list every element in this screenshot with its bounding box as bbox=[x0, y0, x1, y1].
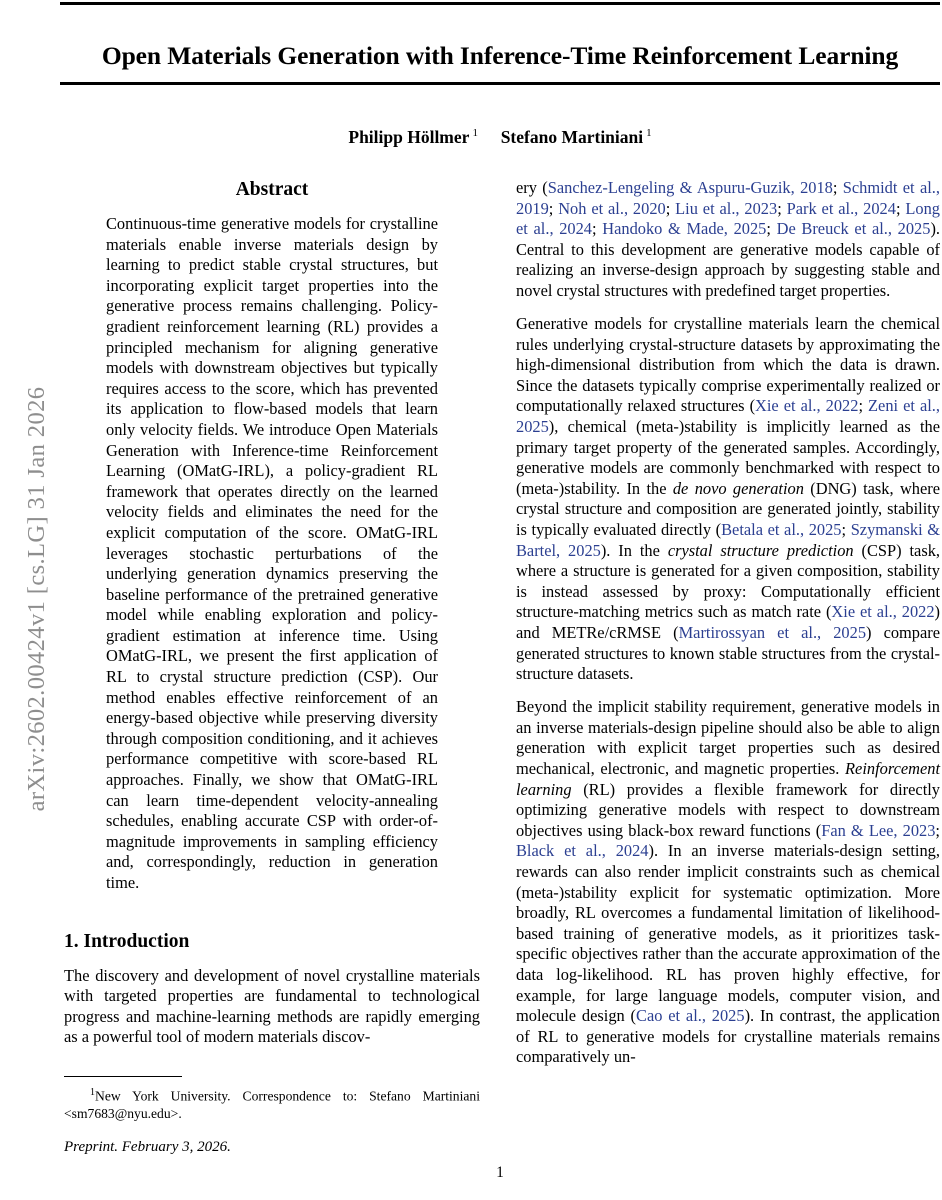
citation-link[interactable]: Schmidt et al., 2019 bbox=[516, 178, 940, 218]
citation-link[interactable]: Long et al., 2024 bbox=[516, 198, 940, 239]
right-paragraph-3 bbox=[516, 697, 940, 1068]
author-name: Philipp Höllmer bbox=[348, 126, 470, 147]
paragraph-part: ). In an inverse materials-design setting, rewards can also render implicit constraints such as chemical (meta-)stability explicit for systematic optimization. More broadly, RL overcomes a fundamental limitation of likelihood-based training of generative models, as it prioritizes task-specific objectives rather than the accurate approximation of the data log-likelihood. RL has proven highly effective, for example, for large language models, computer vision, and molecule design ( bbox=[516, 841, 940, 1026]
citation-link[interactable]: De Breuck et al., 2025 bbox=[776, 219, 931, 239]
introduction-paragraph: The discovery and development of novel crystalline materials with targeted properties are fundamental to technological progress and machine-learning methods are rapidly emerging as a powerful tool of modern materials discov- bbox=[64, 965, 480, 1047]
citation-link[interactable]: Black et al., 2024 bbox=[516, 841, 649, 861]
citation-link[interactable]: Handoko & Made, 2025 bbox=[602, 219, 767, 239]
footnote-rule bbox=[64, 1076, 182, 1077]
footnote-text bbox=[64, 1084, 480, 1122]
citation-separator: ; bbox=[841, 520, 851, 539]
right-paragraph-2 bbox=[516, 314, 940, 685]
author-list bbox=[60, 121, 940, 149]
arxiv-stamp: arXiv:2602.00424v1 [cs.LG] 31 Jan 2026 bbox=[23, 386, 50, 812]
abstract-heading: Abstract bbox=[235, 179, 309, 200]
emphasis-text: Reinforcement learning bbox=[516, 759, 940, 799]
citation-separator: ; bbox=[832, 178, 843, 197]
author-name: Stefano Martiniani bbox=[500, 126, 644, 147]
paragraph-part: ). In contrast, the application of RL to generative models for crystalline materials remains comparatively un- bbox=[516, 1006, 940, 1067]
citation-separator: ; bbox=[766, 219, 777, 239]
citation-separator: ; bbox=[777, 198, 787, 218]
paragraph-tail: ). Central to this development are generative models capable of realizing an inverse-design approach by suggesting stable and novel crystal structures with predefined target properties. bbox=[516, 219, 940, 300]
footnote-block bbox=[64, 1076, 480, 1157]
title-rule-bottom bbox=[60, 82, 940, 85]
author-entry bbox=[501, 127, 652, 147]
citation-separator: ; bbox=[548, 198, 559, 218]
citation-link[interactable]: Betala et al., 2025 bbox=[721, 520, 842, 539]
citation-separator: ; bbox=[895, 198, 906, 218]
paragraph-part: ) compare generated structures to known stable structures from the crystal-structure datasets. bbox=[516, 622, 940, 684]
section-heading-introduction: 1. Introduction bbox=[64, 930, 190, 952]
citation-link[interactable]: Park et al., 2024 bbox=[786, 198, 896, 218]
paragraph-part: Generative models for crystalline materials learn the chemical rules underlying crystal-structure datasets by approximating the high-dimensional distribution from which the data is drawn. Since the datasets typically comprise experimentally realized or computationally relaxed structures ( bbox=[516, 314, 940, 416]
citation-link[interactable]: Liu et al., 2023 bbox=[675, 198, 778, 218]
paragraph-part: (RL) provides a flexible framework for directly optimizing generative models with respect to downstream objectives using black-box reward functions ( bbox=[516, 779, 940, 840]
paragraph-part: (DNG) task, where crystal structure and composition are generated jointly, stability is typically evaluated directly ( bbox=[516, 478, 941, 539]
citation-separator: ; bbox=[592, 219, 603, 239]
citation-link[interactable]: Zeni et al., 2025 bbox=[516, 396, 940, 437]
preprint-notice: Preprint. February 3, 2026. bbox=[64, 1138, 231, 1155]
citation-separator: ; bbox=[935, 820, 940, 840]
citation-link[interactable]: Martirossyan et al., 2025 bbox=[678, 622, 867, 642]
paragraph-part: (CSP) task, where a structure is generated for a given composition, stability is instead assessed by proxy: Computationally efficient structure-matching metrics such as match rate ( bbox=[516, 540, 940, 622]
page-title: Open Materials Generation with Inference-Time Reinforcement Learning bbox=[101, 41, 899, 71]
paragraph-lead: ery ( bbox=[516, 178, 548, 197]
author-affiliation-mark: 1 bbox=[646, 127, 652, 139]
citation-separator: ; bbox=[665, 198, 676, 218]
paragraph-part: ) and METRe/cRMSE ( bbox=[516, 602, 940, 642]
citation-link[interactable]: Noh et al., 2020 bbox=[558, 198, 666, 218]
page-number: 1 bbox=[496, 1164, 504, 1181]
abstract-body: Continuous-time generative models for crystalline materials enable inverse materials design by learning to predict stable crystal structures, but incorporating explicit target properties into the generative process remains challenging. Policy-gradient reinforcement learning (RL) provides a principled mechanism for aligning generative models with downstream objectives but typically requires access to the score, which has prevented its application to flow-based models that learn only velocity fields. We introduce Open Materials Generation with Inference-time Reinforcement Learning (OMatG-IRL), a policy-gradient RL framework that operates directly on the learned velocity fields and eliminates the need for the explicit computation of the score. OMatG-IRL leverages stochastic perturbations of the underlying generation dynamics preserving the baseline performance of the pretrained generative model while enabling exploration and policy-gradient estimation at inference time. Using OMatG-IRL, we present the first application of RL to crystal structure prediction (CSP). Our method enables effective reinforcement of an energy-based objective while preserving diversity through composition conditioning, and it achieves performance competitive with score-based RL approaches. Finally, we show that OMatG-IRL can learn time-dependent velocity-annealing schedules, enabling accurate CSP with order-of-magnitude improvements in sampling efficiency and, correspondingly, reduction in generation time. bbox=[106, 214, 438, 892]
citation-link[interactable]: Fan & Lee, 2023 bbox=[821, 820, 936, 840]
paragraph-part: ), chemical (meta-)stability is implicitly learned as the primary target property of the generated samples. Accordingly, generative models are commonly benchmarked with respect to (meta-)stability. In the bbox=[516, 417, 940, 498]
left-column bbox=[64, 178, 480, 1048]
author-affiliation-mark: 1 bbox=[472, 127, 478, 139]
citation-separator: ; bbox=[858, 396, 869, 416]
footnote-mark: 1 bbox=[90, 1087, 95, 1098]
paper-page bbox=[60, 0, 942, 1200]
emphasis-text: crystal structure prediction bbox=[667, 540, 854, 560]
citation-link[interactable]: Xie et al., 2022 bbox=[831, 602, 935, 622]
paragraph-part: ). In the bbox=[600, 540, 668, 560]
right-paragraph-1 bbox=[516, 178, 940, 302]
paragraph-part: Beyond the implicit stability requirement, generative models in an inverse materials-design pipeline should also be able to align generation with explicit target properties such as desired mechanical, electronic, and magnetic properties. bbox=[516, 697, 940, 779]
citation-link[interactable]: Xie et al., 2022 bbox=[755, 396, 859, 416]
citation-link[interactable]: Cao et al., 2025 bbox=[636, 1006, 745, 1026]
footnote-body: New York University. Correspondence to: Stefano Martiniani <sm7683@nyu.edu>. bbox=[64, 1088, 480, 1121]
emphasis-text: de novo generation bbox=[672, 478, 804, 498]
citation-link[interactable]: Szymanski & Bartel, 2025 bbox=[516, 520, 940, 560]
citation-link[interactable]: Sanchez-Lengeling & Aspuru-Guzik, 2018 bbox=[547, 178, 833, 197]
right-column bbox=[516, 178, 940, 1068]
title-rule-top bbox=[60, 2, 940, 5]
author-entry bbox=[348, 127, 478, 147]
